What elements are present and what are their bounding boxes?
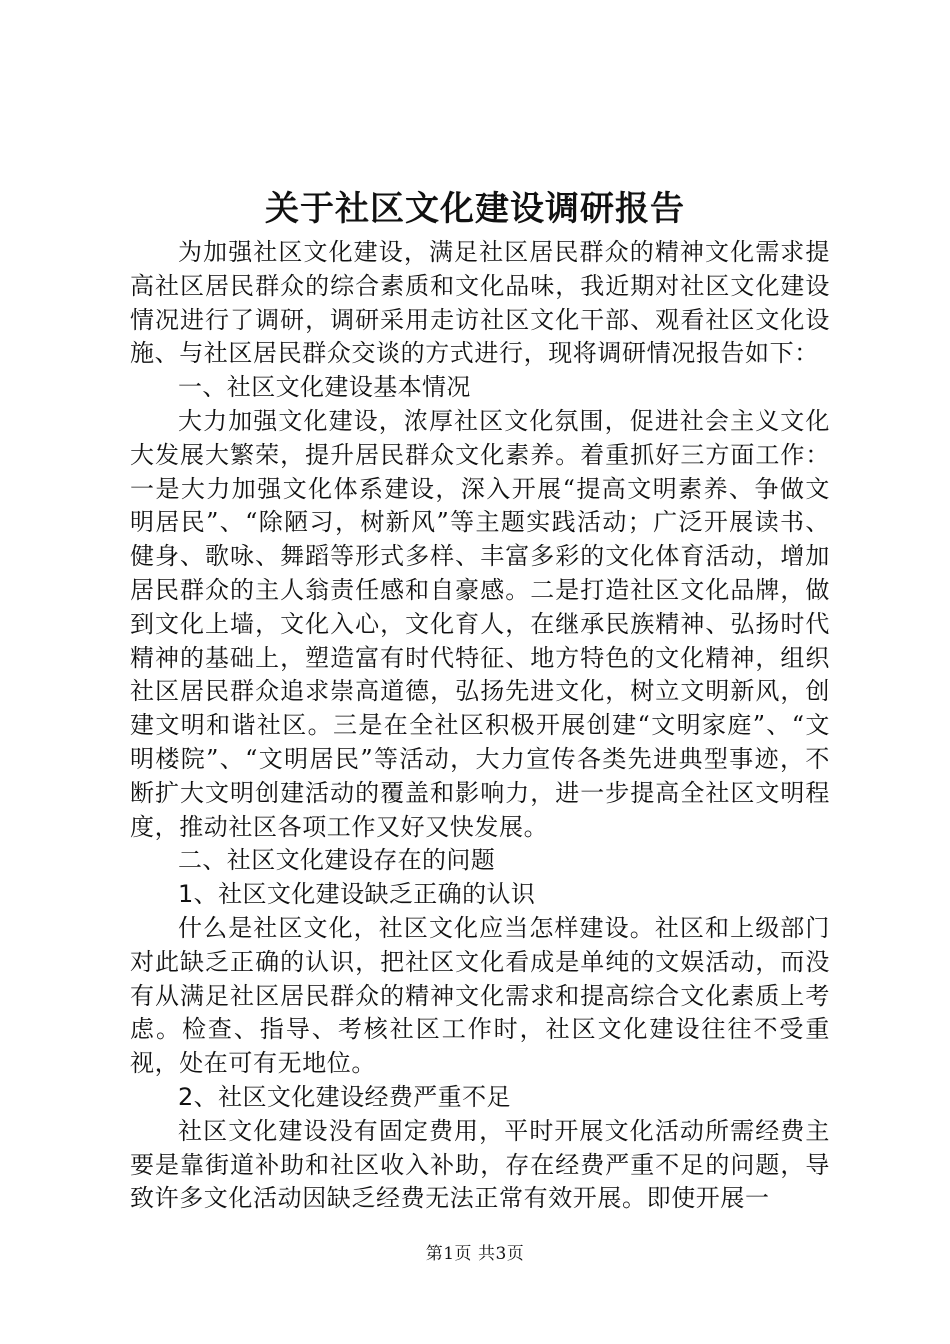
section-heading-1: 一、社区文化建设基本情况 bbox=[178, 373, 471, 402]
document-title: 关于社区文化建设调研报告 bbox=[265, 189, 685, 229]
section-heading-2: 二、社区文化建设存在的问题 bbox=[178, 846, 496, 875]
subsection-2-paragraph: 社区文化建设没有固定费用，平时开展文化活动所需经费主要是靠街道补助和社区收入补助，存在经费严重不足的问题，导致许多文化活动因缺乏经费无法正常有效开展。即使开展一 bbox=[130, 1116, 830, 1213]
subsection-1-paragraph: 什么是社区文化，社区文化应当怎样建设。社区和上级部门对此缺乏正确的认识，把社区文化看成是单纯的文娱活动，而没有从满足社区居民群众的精神文化需求和提高综合文化素质上考虑。检查、指导、考核社区工作时，社区文化建设往往不受重视，处在可有无地位。 bbox=[130, 913, 830, 1078]
document-body bbox=[130, 236, 830, 1216]
section-1-paragraph: 大力加强文化建设，浓厚社区文化氛围，促进社会主义文化大发展大繁荣，提升居民群众文化素养。着重抓好三方面工作：一是大力加强文化体系建设，深入开展“提高文明素养、争做文明居民”、“除陋习，树新风”等主题实践活动；广泛开展读书、健身、歌咏、舞蹈等形式多样、丰富多彩的文化体育活动，增加居民群众的主人翁责任感和自豪感。二是打造社区文化品牌，做到文化上墙，文化入心，文化育人，在继承民族精神、弘扬时代精神的基础上，塑造富有时代特征、地方特色的文化精神，组织社区居民群众追求崇高道德，弘扬先进文化，树立文明新风，创建文明和谐社区。三是在全社区积极开展创建“文明家庭”、“文明楼院”、“文明居民”等活动，大力宣传各类先进典型事迹，不断扩大文明创建活动的覆盖和影响力，进一步提高全社区文明程度，推动社区各项工作又好又快发展。 bbox=[130, 406, 830, 841]
page-number-footer: 第1页 共3页 bbox=[425, 1244, 525, 1264]
subsection-heading-1: 1、社区文化建设缺乏正确的认识 bbox=[178, 880, 536, 909]
intro-paragraph: 为加强社区文化建设，满足社区居民群众的精神文化需求提高社区居民群众的综合素质和文化品味，我近期对社区文化建设情况进行了调研，调研采用走访社区文化干部、观看社区文化设施、与社区居民群众交谈的方式进行，现将调研情况报告如下： bbox=[130, 238, 830, 368]
subsection-heading-2: 2、社区文化建设经费严重不足 bbox=[178, 1082, 511, 1111]
